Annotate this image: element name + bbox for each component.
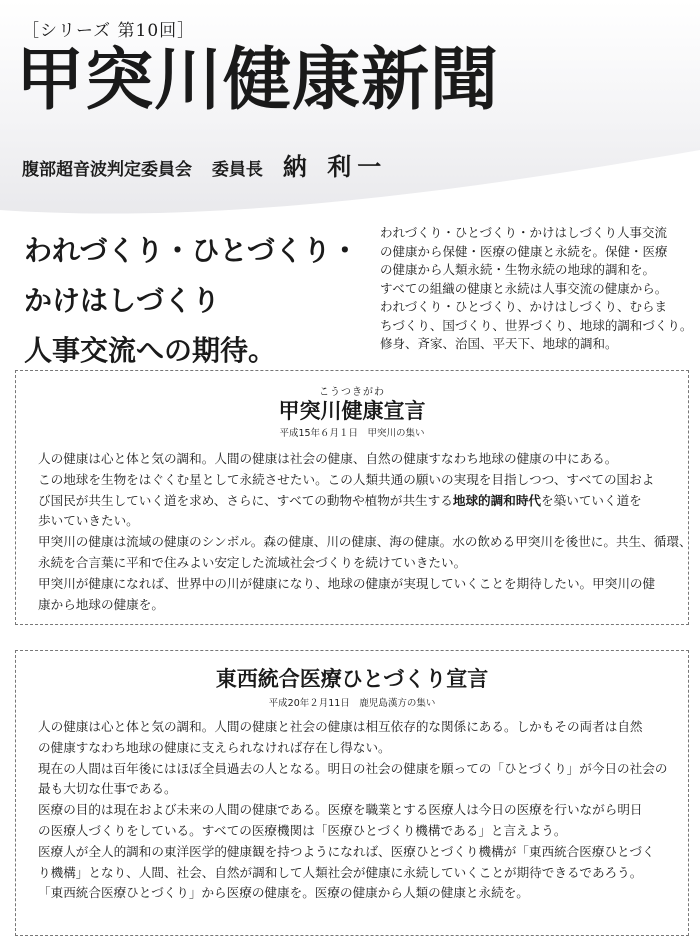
body-line: 現在の人間は百年後にはほぼ全員過去の人となる。明日の社会の健康を願っての「ひとづくり」が今日の社会の — [38, 760, 668, 776]
body-line: 甲突川の健康は流域の健康のシンボル。森の健康、川の健康、海の健康。水の飲める甲突川を後世に。共生、循環、 — [38, 534, 692, 550]
body-line: 人の健康は心と体と気の調和。人間の健康は社会の健康、自然の健康すなわち地球の健康の中にある。 — [38, 451, 618, 466]
headline — [24, 226, 364, 376]
declaration-body — [38, 717, 674, 904]
body-line: 「東西統合医療ひとづくり」から医療の健康を。医療の健康から人類の健康と永続を。 — [38, 885, 529, 901]
body-text: び国民が共生していく道を求め、さらに、すべての動物や植物が共生する — [38, 492, 453, 508]
declaration-title: 甲突川健康宣言 — [278, 399, 426, 423]
chair-title: 委員長 — [211, 160, 263, 180]
emphasis-text: 地球的調和時代 — [452, 492, 541, 508]
kotsukigawa-declaration-box — [15, 370, 692, 625]
body-line — [38, 491, 674, 512]
headline-line: 人事交流への期待。 — [24, 334, 277, 367]
body-line: 歩いていきたい。 — [38, 513, 139, 529]
body-line: この地球を生物をはぐくむ星として永続させたい。この人類共通の願いの実現を目指しつつ、すべての国およ — [38, 471, 655, 487]
body-line: り機構」となり、人間、社会、自然が調和して人類社会が健康に永続していくことが期待できるであろう。 — [38, 864, 643, 880]
body-line: 康から地球の健康を。 — [38, 596, 164, 612]
intro-line: われづくり・ひとづくり、かけはしづくり、むらま — [380, 299, 668, 314]
intro-line: の健康から保健・医療の健康と永続を。保健・医療 — [380, 243, 668, 259]
author-line — [22, 147, 387, 182]
body-line: 医療の目的は現在および未来の人間の健康である。医療を職業とする医療人は今日の医療を行いながら明日 — [38, 802, 643, 818]
newspaper-title: 甲突川健康新聞 — [16, 41, 500, 120]
body-line: 医療人が全人的調和の東洋医学的健康観を持つようになれば、医療ひとづくり機構が「東西統合医療ひとづく — [38, 843, 655, 859]
declaration-title: 東西統合医療ひとづくり宣言 — [215, 667, 489, 691]
body-line: 甲突川が健康になれば、世界中の川が健康になり、地球の健康が実現していくことを期待したい。甲突川の健 — [38, 575, 656, 591]
headline-line: かけはしづくり — [24, 284, 221, 317]
body-line: 人の健康は心と体と気の調和。人間の健康と社会の健康は相互依存的な関係にある。しかもその両者は自然 — [38, 719, 643, 734]
title-ruby: こうつきがわ — [319, 387, 385, 398]
body-line: 最も大切な仕事である。 — [38, 781, 177, 797]
intro-line: われづくり・ひとづくり・かけはしづくり人事交流 — [380, 225, 668, 240]
body-line: 永続を合言葉に平和で住みよい安定した流域社会づくりを続けていきたい。 — [38, 554, 467, 570]
body-text: を築いていく道を — [541, 492, 642, 508]
integrative-medicine-declaration-box — [15, 650, 689, 936]
body-line: の医療人づくりをしている。すべての医療機関は「医療ひとづくり機構である」と言えよう。 — [38, 822, 567, 838]
chair-name: 納 利一 — [282, 152, 388, 181]
headline-line: われづくり・ひとづくり・ — [24, 234, 359, 267]
series-label: ［シリーズ 第10回］ — [22, 21, 196, 41]
intro-line: 修身、斉家、治国、平天下、地球的調和。 — [380, 336, 618, 351]
intro-line: すべての組織の健康と永続は人事交流の健康から。 — [380, 280, 668, 296]
intro-line: ちづくり、国づくり、世界づくり、地球的調和づくり。 — [380, 317, 693, 333]
declaration-subtitle: 平成15年６月１日 甲突川の集い — [279, 428, 425, 439]
declaration-subtitle: 平成20年２月11日 鹿児島漢方の集い — [268, 698, 436, 709]
body-line: の健康すなわち地球の健康に支えられなければ存在し得ない。 — [38, 739, 391, 755]
intro-line: の健康から人類永続・生物永続の地球的調和を。 — [380, 262, 656, 277]
intro-text — [380, 224, 694, 354]
declaration-body — [38, 449, 692, 615]
committee-name: 腹部超音波判定委員会 — [22, 160, 192, 180]
